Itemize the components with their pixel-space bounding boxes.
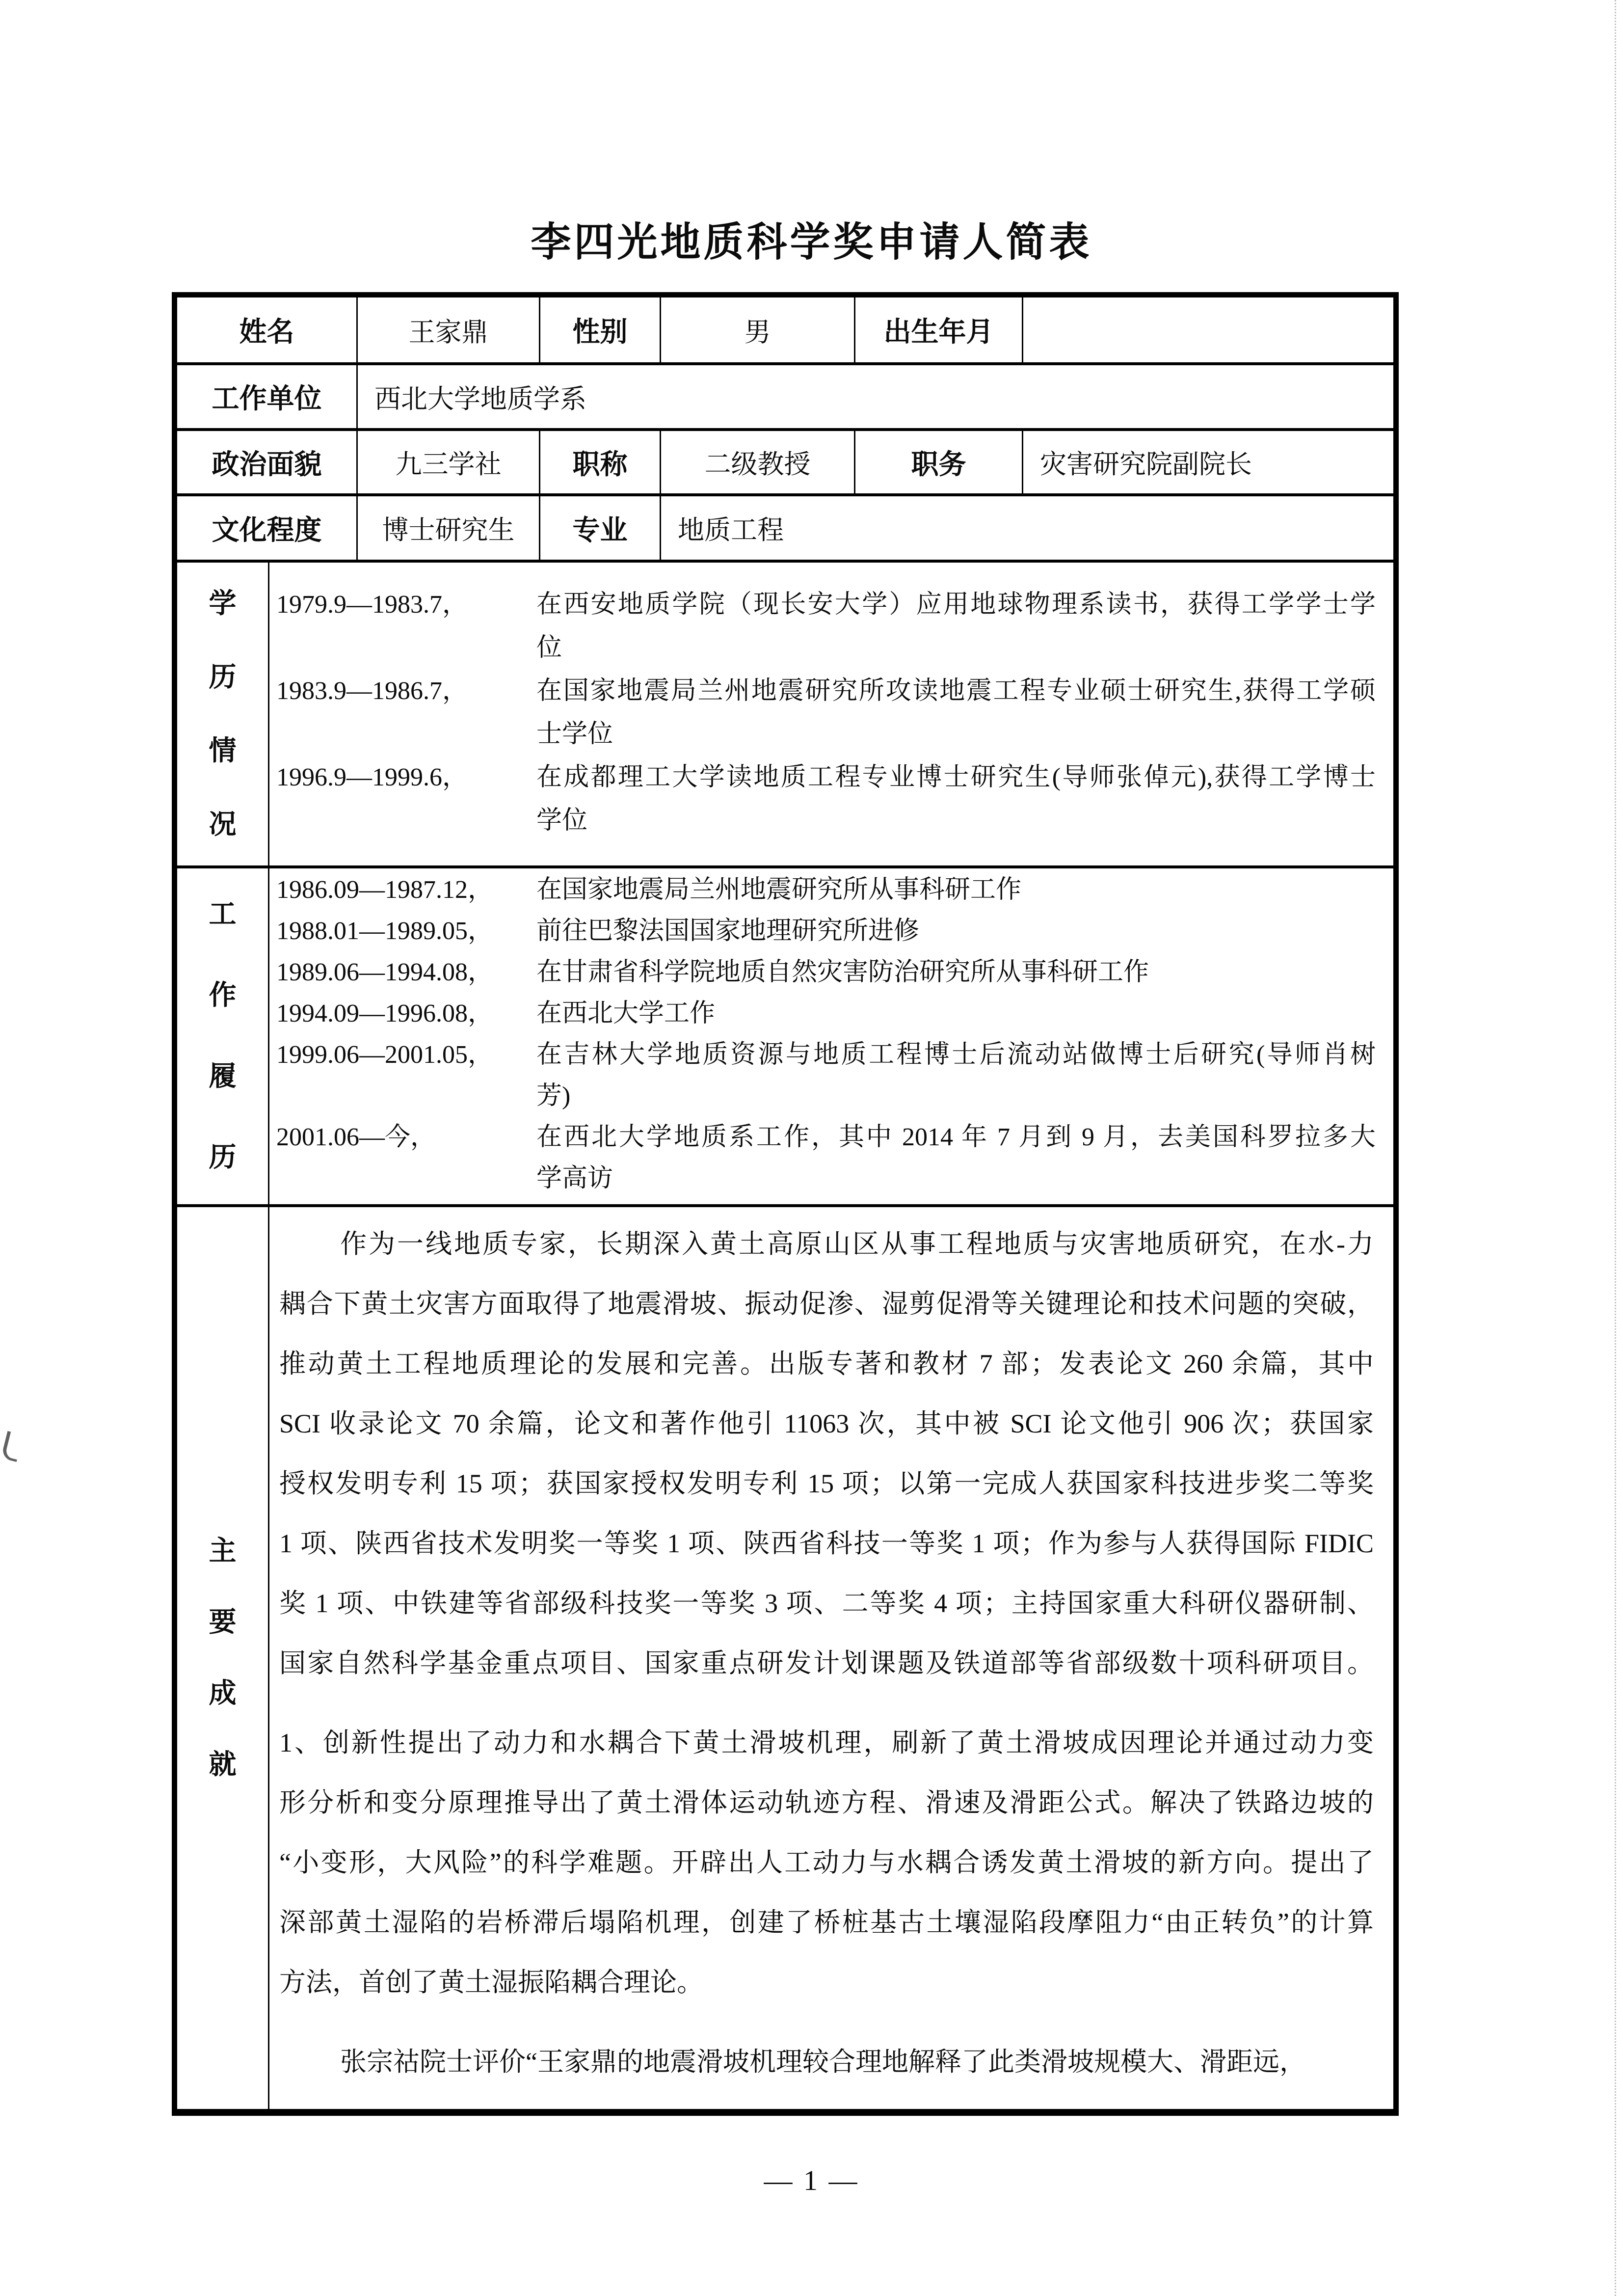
- achievements-line: “小变形，大风险”的科学难题。开辟出人工动力与水耦合诱发黄土滑坡的新方向。提出了: [279, 1848, 1374, 1877]
- education-level-label: 文化程度: [212, 515, 322, 546]
- work-entry-text: 前往巴黎法国国家地理研究所进修: [536, 917, 920, 945]
- education-entry-text: 在西安地质学院（现长安大学）应用地球物理系读书，获得工学学士学: [536, 591, 1376, 619]
- achievements-line: 形分析和变分原理推导出了黄土滑体运动轨迹方程、滑速及滑距公式。解决了铁路边坡的: [279, 1788, 1374, 1817]
- position-value: 灾害研究院副院长: [1040, 450, 1252, 479]
- work-entry-text-cont: 学高访: [536, 1164, 613, 1192]
- major-value: 地质工程: [678, 515, 784, 545]
- work-entry-text: 在西北大学工作: [536, 999, 716, 1027]
- work-entry: [276, 1117, 1376, 1199]
- work-entry-text-cont: 芳): [536, 1082, 571, 1110]
- education-history-section: [177, 563, 1393, 868]
- job-title-label: 职称: [572, 449, 628, 480]
- achievements-line: 奖 1 项、中铁建等省部级科技奖一等奖 3 项、二等奖 4 项；主持国家重大科研仪器研制、: [279, 1589, 1374, 1618]
- work-entry-date: 1994.09—1996.08，: [276, 999, 494, 1027]
- work-entry: [276, 869, 1376, 911]
- work-entry-date: 1988.01—1989.05，: [276, 917, 494, 945]
- work-entry-date: 2001.06—今，: [276, 1123, 436, 1151]
- position-label: 职务: [911, 449, 966, 480]
- birth-date-label: 出生年月: [883, 317, 994, 348]
- work-history-entries: [269, 868, 1393, 1204]
- work-entry-date: 1986.09—1987.12，: [276, 876, 494, 904]
- achievements-line: 张宗祜院士评价“王家鼎的地震滑坡机理较合理地解释了此类滑坡规模大、滑距远，: [340, 2047, 1306, 2077]
- row-political-title-position: [177, 431, 1393, 496]
- work-entry-date: 1999.06—2001.05，: [276, 1041, 494, 1069]
- education-section-label: 学历情况: [209, 588, 237, 840]
- gender-value: 男: [744, 317, 771, 347]
- education-entries: [269, 563, 1393, 865]
- education-entry-date: 1983.9—1986.7，: [276, 677, 468, 705]
- education-entry-text-cont: 位: [536, 634, 562, 662]
- achievements-paragraph: [279, 1713, 1374, 2012]
- name-label: 姓名: [239, 317, 294, 348]
- work-history-section: [177, 868, 1393, 1207]
- achievements-section-label: 主要成就: [209, 1536, 237, 1780]
- row-work-unit: [177, 365, 1393, 431]
- scan-edge-artifact: [1615, 0, 1616, 2296]
- applicant-form-table: [172, 292, 1399, 2116]
- work-entry-text: 在国家地震局兰州地震研究所从事科研工作: [536, 876, 1022, 904]
- scan-margin-artifact: [1, 1431, 24, 1462]
- education-entry-text-cont: 士学位: [536, 720, 613, 748]
- row-education-level-major: [177, 496, 1393, 563]
- achievements-line: 1、创新性提出了动力和水耦合下黄土滑坡机理，刷新了黄土滑坡成因理论并通过动力变: [279, 1728, 1374, 1757]
- achievements-line: 授权发明专利 15 项；获国家授权发明专利 15 项；以第一完成人获国家科技进步奖二等奖: [279, 1469, 1374, 1498]
- gender-label: 性别: [572, 317, 628, 348]
- name-value: 王家鼎: [408, 317, 488, 347]
- work-entry: [276, 1034, 1376, 1117]
- education-entry-text: 在成都理工大学读地质工程专业博士研究生(导师张倬元),获得工学博士: [536, 763, 1376, 791]
- education-entry: [276, 756, 1376, 842]
- work-history-section-label: 工作履历: [209, 899, 237, 1173]
- achievements-line: 耦合下黄土灾害方面取得了地震滑坡、振动促渗、湿剪促滑等关键理论和技术问题的突破，: [279, 1289, 1374, 1319]
- major-label: 专业: [572, 515, 628, 546]
- achievements-line: 方法，首创了黄土湿振陷耦合理论。: [279, 1968, 703, 1997]
- education-level-value: 博士研究生: [382, 515, 515, 545]
- page-title: 李四光地质科学奖申请人简表: [531, 220, 1092, 265]
- education-entry-date: 1979.9—1983.7，: [276, 591, 468, 619]
- work-entry-text: 在吉林大学地质资源与地质工程博士后流动站做博士后研究(导师肖树: [536, 1041, 1376, 1069]
- achievements-section: [177, 1207, 1393, 2109]
- work-entry-text: 在西北大学地质系工作，其中 2014 年 7 月到 9 月，去美国科罗拉多大: [536, 1123, 1376, 1151]
- education-entry-text: 在国家地震局兰州地震研究所攻读地震工程专业硕士研究生,获得工学硕: [536, 677, 1376, 705]
- work-entry-text: 在甘肃省科学院地质自然灾害防治研究所从事科研工作: [536, 958, 1149, 986]
- achievements-line: 作为一线地质专家，长期深入黄土高原山区从事工程地质与灾害地质研究，在水-力: [340, 1229, 1374, 1259]
- page-number: — 1 —: [764, 2164, 859, 2196]
- political-status-value: 九三学社: [395, 450, 502, 479]
- work-entry: [276, 911, 1376, 952]
- achievements-line: SCI 收录论文 70 余篇，论文和著作他引 11063 次，其中被 SCI 论文他引 906 次；获国家: [279, 1409, 1374, 1438]
- job-title-value: 二级教授: [704, 450, 811, 479]
- education-entry-date: 1996.9—1999.6，: [276, 763, 468, 791]
- achievements-line: 推动黄土工程地质理论的发展和完善。出版专著和教材 7 部；发表论文 260 余篇，其中: [279, 1349, 1374, 1378]
- achievements-paragraph: [279, 1214, 1374, 1693]
- work-entry-date: 1989.06—1994.08，: [276, 958, 494, 986]
- achievements-text: [269, 1207, 1393, 2109]
- achievements-line: 深部黄土湿陷的岩桥滞后塌陷机理，创建了桥桩基古土壤湿陷段摩阻力“由正转负”的计算: [279, 1908, 1374, 1937]
- education-entry: [276, 670, 1376, 756]
- education-entry: [276, 583, 1376, 670]
- work-entry: [276, 993, 1376, 1034]
- work-entry: [276, 952, 1376, 993]
- achievements-paragraph: [279, 2032, 1374, 2092]
- work-unit-label: 工作单位: [212, 384, 322, 414]
- work-unit-value: 西北大学地质学系: [374, 384, 586, 414]
- education-entry-text-cont: 学位: [536, 807, 588, 835]
- row-name-gender-birth: [177, 297, 1393, 365]
- political-status-label: 政治面貌: [212, 449, 322, 480]
- achievements-line: 1 项、陕西省技术发明奖一等奖 1 项、陕西省科技一等奖 1 项；作为参与人获得国际 FIDIC: [279, 1529, 1374, 1558]
- achievements-line: 国家自然科学基金重点项目、国家重点研发计划课题及铁道部等省部级数十项科研项目。: [279, 1648, 1374, 1678]
